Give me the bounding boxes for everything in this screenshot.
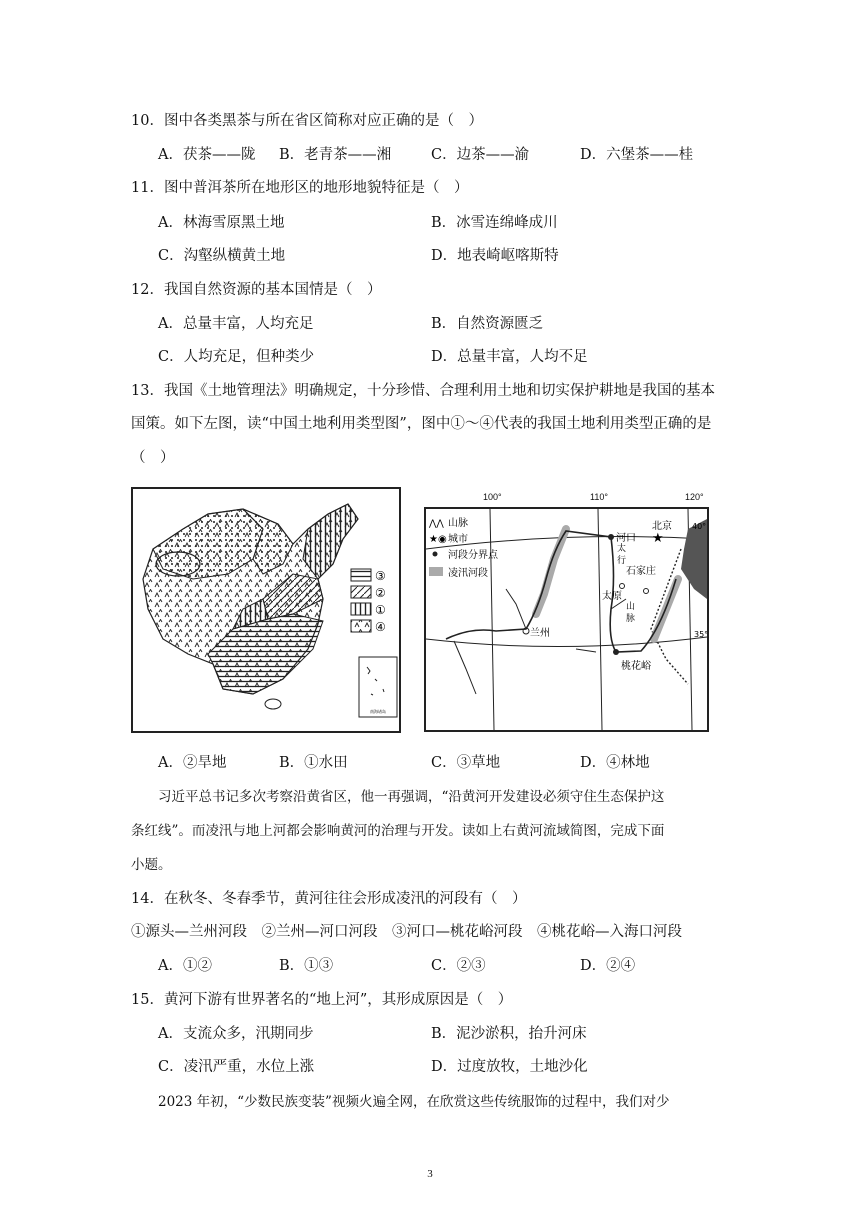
q11-option-a: A．林海雪原黑土地 (158, 215, 285, 231)
passage1-line-2: 条红线”。而凌汛与地上河都会影响黄河的治理与开发。读如上右黄河流域简图，完成下面 (131, 823, 665, 839)
q13-stem-line-1: 13．我国《土地管理法》明确规定，十分珍惜、合理利用土地和切实保护耕地是我国的基本 (131, 383, 715, 399)
q12-stem: 12．我国自然资源的基本国情是（ ） (131, 282, 382, 298)
q11-option-c: C．沟壑纵横黄土地 (158, 248, 286, 264)
q11-option-d: D．地表崎岖喀斯特 (431, 248, 559, 264)
q13-option-c: C．③草地 (431, 755, 501, 771)
place-beijing: 北京 (652, 521, 672, 532)
q12-option-a: A．总量丰富，人均充足 (158, 316, 314, 332)
capital-star-icon: ★ (652, 531, 664, 546)
q15-stem: 15．黄河下游有世界著名的“地上河”，其形成原因是（ ） (131, 992, 513, 1008)
q15-option-d: D．过度放牧，土地沙化 (431, 1059, 588, 1075)
mountain-char-2: 行 (617, 556, 627, 566)
q11-option-b: B．冰雪连绵峰成川 (431, 215, 558, 231)
q14-stem: 14．在秋冬、冬春季节，黄河往往会形成凌汛的河段有（ ） (131, 891, 527, 907)
place-taohuayu: 桃花峪 (621, 661, 651, 672)
lon-120: 120° (685, 492, 704, 502)
legend-label-1: ① (375, 603, 386, 617)
place-hekou: 河口 (616, 533, 636, 544)
yellow-river-map (424, 507, 709, 732)
inset-label: 南海诸岛 (370, 709, 386, 714)
q10-option-d: D．六堡茶——桂 (580, 147, 694, 163)
legend-ice-flood: 凌汛河段 (448, 568, 488, 579)
place-taiyuan: 太原 (602, 591, 622, 602)
lat-35: 35° (694, 630, 707, 639)
lat-40: 40° (692, 522, 707, 531)
mountain-legend-icon: ⋀⋀ (429, 519, 444, 529)
place-lanzhou: 兰州 (530, 628, 550, 639)
q10-stem: 10．图中各类黑茶与所在省区简称对应正确的是（ ） (131, 113, 483, 129)
page-number: 3 (427, 1168, 433, 1180)
mountain-char-4: 脉 (626, 614, 636, 624)
q13-stem-line-3: （ ） (131, 450, 175, 466)
land-use-legend (351, 569, 386, 634)
q13-option-a: A．②旱地 (158, 755, 227, 771)
lon-110: 110° (590, 492, 608, 502)
legend-boundary: 河段分界点 (448, 550, 498, 561)
mountain-char-3: 山 (626, 602, 636, 612)
china-land-use-map (131, 487, 401, 733)
q10-option-b: B．老青茶——湘 (279, 147, 392, 163)
q13-option-d: D．④林地 (580, 755, 650, 771)
q12-option-d: D．总量丰富，人均不足 (431, 349, 588, 365)
q14-option-a: A．①② (158, 958, 212, 974)
lon-100: 100° (483, 492, 502, 502)
q14-option-d: D．②④ (580, 958, 636, 974)
q12-option-c: C．人均充足，但种类少 (158, 349, 315, 365)
legend-label-2: ② (375, 586, 386, 600)
q11-stem: 11．图中普洱茶所在地形区的地形地貌特征是（ ） (131, 180, 469, 196)
q15-option-c: C．凌汛严重，水位上涨 (158, 1059, 315, 1075)
legend-label-3: ③ (375, 569, 386, 583)
q14-option-b: B．①③ (279, 958, 334, 974)
south-china-sea-inset (359, 657, 397, 717)
q10-option-c: C．边茶——渝 (431, 147, 530, 163)
china-land-use-map-svg (133, 489, 399, 731)
legend-mountain: 山脉 (448, 518, 468, 529)
q13-stem-line-2: 国策。如下左图，读“中国土地利用类型图”，图中①～④代表的我国土地利用类型正确的是 (131, 416, 712, 432)
q14-choices: ①源头—兰州河段 ②兰州—河口河段 ③河口—桃花峪河段 ④桃花峪—入海口河段 (131, 924, 682, 940)
q15-option-a: A．支流众多，汛期同步 (158, 1026, 314, 1042)
legend-label-4: ④ (375, 620, 386, 634)
yellow-river-map-svg (426, 509, 707, 730)
passage1-line-1: 习近平总书记多次考察沿黄省区，他一再强调，“沿黄河开发建设必须守住生态保护这 (158, 789, 665, 805)
q15-option-b: B．泥沙淤积，抬升河床 (431, 1026, 587, 1042)
q13-option-b: B．①水田 (279, 755, 348, 771)
passage2-line-1: 2023 年初，“少数民族变装”视频火遍全网，在欣赏这些传统服饰的过程中，我们对少 (158, 1094, 670, 1110)
q10-option-a: A．茯茶——陇 (158, 147, 256, 163)
passage1-line-3: 小题。 (131, 857, 172, 873)
legend-city: 城市 (448, 534, 468, 545)
mountain-char-1: 太 (617, 544, 627, 554)
q12-option-b: B．自然资源匮乏 (431, 316, 544, 332)
place-shijiazhuang: 石家庄 (626, 566, 656, 577)
q14-option-c: C．②③ (431, 958, 486, 974)
city-legend-icon: ★◉ (429, 534, 447, 545)
